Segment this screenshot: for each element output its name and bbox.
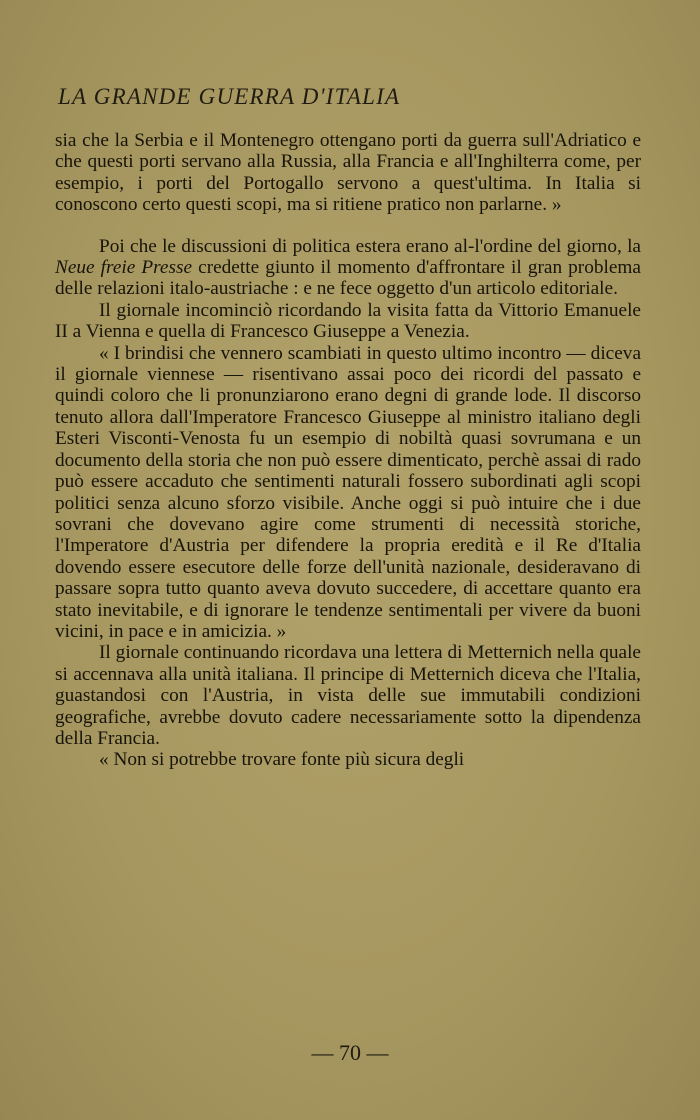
- running-title: LA GRANDE GUERRA D'ITALIA: [58, 84, 401, 109]
- paragraph-2-start: Poi che le discussioni di politica estera erano al-l'ordine del giorno, la: [99, 235, 641, 257]
- paragraph-6: « Non si potrebbe trovare fonte più sicura degli: [99, 749, 465, 771]
- paragraph-5: Il giornale continuando ricordava una lettera di Metternich nella quale si accennava alla unità italiana. Il principe di Metternich diceva che l'Italia, guastandosi con l'Austria, in vista delle sue immutabili condizioni geografiche, avrebbe dovuto cadere necessariamente sotto la dipendenza della Francia.: [55, 642, 641, 749]
- newspaper-title: Neue freie Presse: [55, 257, 193, 279]
- page-number: — 70 —: [311, 1040, 389, 1065]
- paragraph-2: [55, 236, 641, 300]
- paragraph-gap: [55, 216, 641, 236]
- paragraph-3: Il giornale incominciò ricordando la visita fatta da Vittorio Emanuele II a Vienna e quella di Francesco Giuseppe a Venezia.: [55, 299, 641, 343]
- body-text: [55, 130, 641, 771]
- paragraph-2-end: credette giunto il momento d'affrontare il gran problema delle relazioni italo-austriache : e ne fece oggetto d'un articolo editoriale.: [55, 257, 641, 300]
- paragraph-1: sia che la Serbia e il Montenegro ottengano porti da guerra sull'Adriatico e che questi porti servano alla Russia, alla Francia e all'Inghilterra come, per esempio, i porti del Portogallo servono a quest'ultima. In Italia si conoscono certo questi scopi, ma si ritiene pratico non parlarne. »: [55, 130, 641, 216]
- paragraph-4: « I brindisi che vennero scambiati in questo ultimo incontro — diceva il giornale viennese — risentivano assai poco dei ricordi del passato e quindi coloro che li pronunziarono erano degni di grande lode. Il discorso tenuto allora dall'Imperatore Francesco Giuseppe al ministro italiano degli Esteri Visconti-Venosta fu un esempio di nobiltà quasi sovrumana e un documento della storia che non può essere dimenticato, perchè assai di rado può essere accaduto che sentimenti naturali fossero subordinati agli scopi politici senza alcuno sforzo visibile. Anche oggi si può intuire che i due sovrani che dovevano agire come strumenti di necessità storiche, l'Imperatore d'Austria per difendere la propria eredità e il Re d'Italia dovendo essere esecutore delle forze dell'unità nazionale, desideravano di passare sopra tutto quanto aveva dovuto succedere, di accettare quanto era stato inevitabile, e di ignorare le tendenze sentimentali per vivere da buoni vicini, in pace e in amicizia. »: [55, 342, 641, 642]
